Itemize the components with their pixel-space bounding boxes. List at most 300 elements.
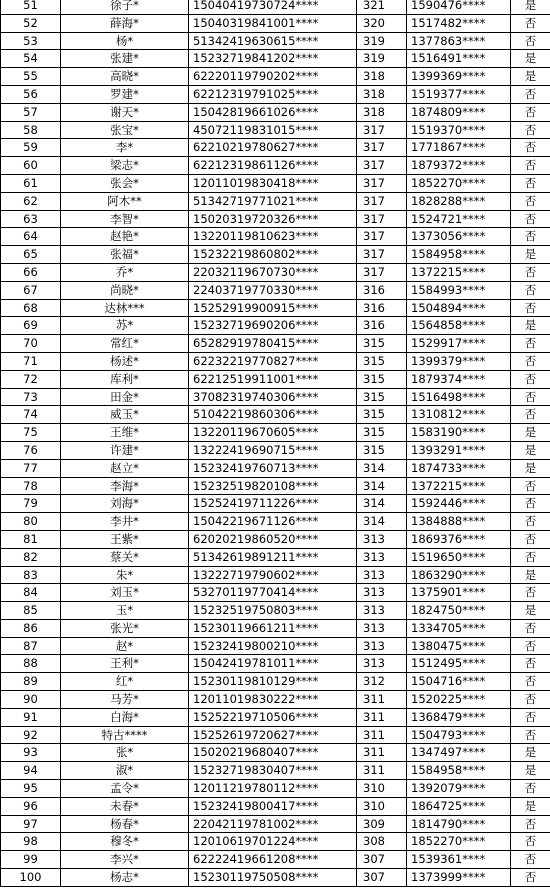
- table-row: [1, 869, 550, 887]
- phone-cell: 1874809****: [407, 103, 511, 121]
- table-row: [1, 673, 550, 691]
- table-row: [1, 655, 550, 673]
- row-number: 87: [1, 637, 61, 655]
- id-number-cell: 15042419781011****: [189, 655, 357, 673]
- score-cell: 313: [357, 584, 407, 602]
- score-cell: 313: [357, 548, 407, 566]
- phone-cell: 1373999****: [407, 869, 511, 887]
- id-number-cell: 13220119670605****: [189, 424, 357, 442]
- score-cell: 317: [357, 263, 407, 281]
- score-cell: 315: [357, 370, 407, 388]
- table-row: [1, 459, 550, 477]
- table-row: [1, 744, 550, 762]
- table-row: [1, 441, 550, 459]
- phone-cell: 1524721****: [407, 210, 511, 228]
- status-cell: 否: [511, 335, 550, 353]
- row-number: 66: [1, 263, 61, 281]
- status-cell: 否: [511, 513, 550, 531]
- id-number-cell: 15232719841202****: [189, 50, 357, 68]
- row-number: 76: [1, 441, 61, 459]
- status-cell: 否: [511, 548, 550, 566]
- row-number: 65: [1, 246, 61, 264]
- id-number-cell: 15040319841001****: [189, 14, 357, 32]
- phone-cell: 1384888****: [407, 513, 511, 531]
- row-number: 79: [1, 495, 61, 513]
- table-row: [1, 708, 550, 726]
- status-cell: 是: [511, 317, 550, 335]
- status-cell: 否: [511, 210, 550, 228]
- status-cell: 是: [511, 602, 550, 620]
- phone-cell: 1863290****: [407, 566, 511, 584]
- score-cell: 313: [357, 637, 407, 655]
- status-cell: 否: [511, 299, 550, 317]
- name-cell: 刘海*: [61, 495, 189, 513]
- id-number-cell: 62232219770827****: [189, 352, 357, 370]
- row-number: 55: [1, 68, 61, 86]
- name-cell: 杨*: [61, 32, 189, 50]
- name-cell: 赵*: [61, 637, 189, 655]
- status-cell: 否: [511, 388, 550, 406]
- phone-cell: 1372215****: [407, 477, 511, 495]
- name-cell: 张*: [61, 744, 189, 762]
- score-cell: 311: [357, 762, 407, 780]
- status-cell: 是: [511, 0, 550, 14]
- id-number-cell: 51042219860306****: [189, 406, 357, 424]
- table-row: [1, 513, 550, 531]
- status-cell: 否: [511, 780, 550, 798]
- score-cell: 318: [357, 85, 407, 103]
- status-cell: 是: [511, 246, 550, 264]
- row-number: 70: [1, 335, 61, 353]
- phone-cell: 1372215****: [407, 263, 511, 281]
- status-cell: 是: [511, 68, 550, 86]
- phone-cell: 1828288****: [407, 192, 511, 210]
- score-cell: 314: [357, 459, 407, 477]
- id-number-cell: 62212319791025****: [189, 85, 357, 103]
- id-number-cell: 15020319720326****: [189, 210, 357, 228]
- row-number: 74: [1, 406, 61, 424]
- id-number-cell: 51342719771021****: [189, 192, 357, 210]
- id-number-cell: 62212319861126****: [189, 157, 357, 175]
- id-number-cell: 22042119781002****: [189, 815, 357, 833]
- score-cell: 315: [357, 352, 407, 370]
- phone-cell: 1539361****: [407, 851, 511, 869]
- id-number-cell: 15232419800417****: [189, 797, 357, 815]
- table-row: [1, 424, 550, 442]
- table-row: [1, 157, 550, 175]
- status-cell: 否: [511, 726, 550, 744]
- phone-cell: 1516498****: [407, 388, 511, 406]
- phone-cell: 1852270****: [407, 833, 511, 851]
- name-cell: 许建*: [61, 441, 189, 459]
- id-number-cell: 12011219780112****: [189, 780, 357, 798]
- status-cell: 否: [511, 139, 550, 157]
- status-cell: 否: [511, 174, 550, 192]
- row-number: 88: [1, 655, 61, 673]
- status-cell: 否: [511, 103, 550, 121]
- id-number-cell: 15230119750508****: [189, 869, 357, 887]
- score-cell: 309: [357, 815, 407, 833]
- score-cell: 314: [357, 495, 407, 513]
- row-number: 54: [1, 50, 61, 68]
- score-cell: 312: [357, 673, 407, 691]
- table-row: [1, 833, 550, 851]
- phone-cell: 1504894****: [407, 299, 511, 317]
- name-cell: 未春*: [61, 797, 189, 815]
- status-cell: 否: [511, 637, 550, 655]
- score-cell: 321: [357, 0, 407, 14]
- id-number-cell: 62220119790202****: [189, 68, 357, 86]
- status-cell: 否: [511, 655, 550, 673]
- table-row: [1, 263, 550, 281]
- row-number: 51: [1, 0, 61, 14]
- score-cell: 316: [357, 317, 407, 335]
- row-number: 61: [1, 174, 61, 192]
- row-number: 77: [1, 459, 61, 477]
- name-cell: 罗建*: [61, 85, 189, 103]
- phone-cell: 1310812****: [407, 406, 511, 424]
- status-cell: 否: [511, 32, 550, 50]
- table-row: [1, 406, 550, 424]
- table-row: [1, 317, 550, 335]
- name-cell: 王紫*: [61, 530, 189, 548]
- status-cell: 是: [511, 441, 550, 459]
- phone-cell: 1584993****: [407, 281, 511, 299]
- phone-cell: 1564858****: [407, 317, 511, 335]
- score-cell: 317: [357, 139, 407, 157]
- table-row: [1, 335, 550, 353]
- score-cell: 315: [357, 441, 407, 459]
- table-row: [1, 602, 550, 620]
- row-number: 64: [1, 228, 61, 246]
- id-number-cell: 22032119670730****: [189, 263, 357, 281]
- name-cell: 朱*: [61, 566, 189, 584]
- name-cell: 马芳*: [61, 691, 189, 709]
- id-number-cell: 62222419661208****: [189, 851, 357, 869]
- status-cell: 否: [511, 815, 550, 833]
- id-number-cell: 62212519911001****: [189, 370, 357, 388]
- row-number: 59: [1, 139, 61, 157]
- name-cell: 苏*: [61, 317, 189, 335]
- status-cell: 否: [511, 530, 550, 548]
- table-row: [1, 352, 550, 370]
- status-cell: 否: [511, 157, 550, 175]
- id-number-cell: 51342419630615****: [189, 32, 357, 50]
- row-number: 68: [1, 299, 61, 317]
- score-cell: 311: [357, 708, 407, 726]
- row-number: 99: [1, 851, 61, 869]
- score-cell: 315: [357, 388, 407, 406]
- name-cell: 达林***: [61, 299, 189, 317]
- score-cell: 317: [357, 210, 407, 228]
- name-cell: 杨志*: [61, 869, 189, 887]
- name-cell: 王维*: [61, 424, 189, 442]
- row-number: 71: [1, 352, 61, 370]
- status-cell: 是: [511, 797, 550, 815]
- row-number: 98: [1, 833, 61, 851]
- status-cell: 否: [511, 584, 550, 602]
- status-cell: 否: [511, 121, 550, 139]
- table-row: [1, 121, 550, 139]
- row-number: 57: [1, 103, 61, 121]
- name-cell: 杨述*: [61, 352, 189, 370]
- score-cell: 310: [357, 780, 407, 798]
- status-cell: 否: [511, 281, 550, 299]
- score-cell: 317: [357, 157, 407, 175]
- id-number-cell: 12010619701224****: [189, 833, 357, 851]
- table-row: [1, 548, 550, 566]
- table-row: [1, 103, 550, 121]
- name-cell: 张福*: [61, 246, 189, 264]
- name-cell: 尚晓*: [61, 281, 189, 299]
- score-cell: 316: [357, 299, 407, 317]
- status-cell: 否: [511, 228, 550, 246]
- row-number: 53: [1, 32, 61, 50]
- table-row: [1, 210, 550, 228]
- status-cell: 否: [511, 869, 550, 887]
- score-cell: 314: [357, 513, 407, 531]
- name-cell: 李智*: [61, 210, 189, 228]
- name-cell: 杨春*: [61, 815, 189, 833]
- status-cell: 是: [511, 744, 550, 762]
- score-cell: 315: [357, 406, 407, 424]
- table-row: [1, 637, 550, 655]
- id-number-cell: 15252619720627****: [189, 726, 357, 744]
- table-row: [1, 370, 550, 388]
- name-cell: 穆冬*: [61, 833, 189, 851]
- id-number-cell: 37082319740306****: [189, 388, 357, 406]
- status-cell: 否: [511, 851, 550, 869]
- id-number-cell: 15230119661211****: [189, 619, 357, 637]
- phone-cell: 1375901****: [407, 584, 511, 602]
- name-cell: 孟令*: [61, 780, 189, 798]
- score-cell: 317: [357, 228, 407, 246]
- status-cell: 否: [511, 192, 550, 210]
- phone-cell: 1399379****: [407, 352, 511, 370]
- row-number: 60: [1, 157, 61, 175]
- table-row: [1, 281, 550, 299]
- score-cell: 320: [357, 14, 407, 32]
- score-cell: 315: [357, 335, 407, 353]
- row-number: 89: [1, 673, 61, 691]
- name-cell: 红*: [61, 673, 189, 691]
- phone-cell: 1392079****: [407, 780, 511, 798]
- score-cell: 313: [357, 619, 407, 637]
- id-number-cell: 15232419800210****: [189, 637, 357, 655]
- row-number: 63: [1, 210, 61, 228]
- row-number: 90: [1, 691, 61, 709]
- row-number: 93: [1, 744, 61, 762]
- name-cell: 李井*: [61, 513, 189, 531]
- score-cell: 311: [357, 691, 407, 709]
- row-number: 96: [1, 797, 61, 815]
- name-cell: 库利*: [61, 370, 189, 388]
- phone-cell: 1520225****: [407, 691, 511, 709]
- id-number-cell: 12011019830222****: [189, 691, 357, 709]
- status-cell: 是: [511, 424, 550, 442]
- status-cell: 否: [511, 370, 550, 388]
- name-cell: 蔡关*: [61, 548, 189, 566]
- score-cell: 319: [357, 50, 407, 68]
- table-row: [1, 0, 550, 14]
- id-number-cell: 62210219780627****: [189, 139, 357, 157]
- table-row: [1, 691, 550, 709]
- table-row: [1, 851, 550, 869]
- status-cell: 否: [511, 263, 550, 281]
- table-row: [1, 797, 550, 815]
- name-cell: 阿木**: [61, 192, 189, 210]
- status-cell: 否: [511, 85, 550, 103]
- table-row: [1, 780, 550, 798]
- row-number: 92: [1, 726, 61, 744]
- table-row: [1, 815, 550, 833]
- id-number-cell: 13222719790602****: [189, 566, 357, 584]
- score-cell: 313: [357, 602, 407, 620]
- id-number-cell: 15232519820108****: [189, 477, 357, 495]
- table-row: [1, 174, 550, 192]
- phone-cell: 1879372****: [407, 157, 511, 175]
- name-cell: 张会*: [61, 174, 189, 192]
- score-cell: 313: [357, 530, 407, 548]
- phone-cell: 1334705****: [407, 619, 511, 637]
- row-number: 86: [1, 619, 61, 637]
- name-cell: 张建*: [61, 50, 189, 68]
- name-cell: 张光*: [61, 619, 189, 637]
- row-number: 72: [1, 370, 61, 388]
- status-cell: 否: [511, 673, 550, 691]
- id-number-cell: 13222419690715****: [189, 441, 357, 459]
- row-number: 62: [1, 192, 61, 210]
- score-cell: 319: [357, 32, 407, 50]
- row-number: 73: [1, 388, 61, 406]
- phone-cell: 1517482****: [407, 14, 511, 32]
- table-row: [1, 68, 550, 86]
- name-cell: 梁志*: [61, 157, 189, 175]
- status-cell: 否: [511, 691, 550, 709]
- id-number-cell: 51342619891211****: [189, 548, 357, 566]
- id-number-cell: 15232719830407****: [189, 762, 357, 780]
- phone-cell: 1852270****: [407, 174, 511, 192]
- table-row: [1, 566, 550, 584]
- name-cell: 威玉*: [61, 406, 189, 424]
- status-cell: 否: [511, 708, 550, 726]
- row-number: 56: [1, 85, 61, 103]
- status-cell: 是: [511, 566, 550, 584]
- status-cell: 是: [511, 762, 550, 780]
- phone-cell: 1368479****: [407, 708, 511, 726]
- phone-cell: 1583190****: [407, 424, 511, 442]
- row-number: 75: [1, 424, 61, 442]
- name-cell: 赵艳*: [61, 228, 189, 246]
- id-number-cell: 15230119810129****: [189, 673, 357, 691]
- score-cell: 317: [357, 192, 407, 210]
- row-number: 81: [1, 530, 61, 548]
- name-cell: 淑*: [61, 762, 189, 780]
- row-number: 95: [1, 780, 61, 798]
- id-number-cell: 15040419730724****: [189, 0, 357, 14]
- id-number-cell: 15232519750803****: [189, 602, 357, 620]
- table-row: [1, 530, 550, 548]
- phone-cell: 1584958****: [407, 246, 511, 264]
- score-cell: 318: [357, 68, 407, 86]
- phone-cell: 1771867****: [407, 139, 511, 157]
- name-cell: 高晓*: [61, 68, 189, 86]
- id-number-cell: 15252219710506****: [189, 708, 357, 726]
- table-row: [1, 192, 550, 210]
- status-cell: 否: [511, 495, 550, 513]
- id-number-cell: 15232219860802****: [189, 246, 357, 264]
- status-cell: 否: [511, 352, 550, 370]
- row-number: 100: [1, 869, 61, 887]
- id-number-cell: 15232719690206****: [189, 317, 357, 335]
- id-number-cell: 15232419760713****: [189, 459, 357, 477]
- phone-cell: 1814790****: [407, 815, 511, 833]
- score-cell: 307: [357, 869, 407, 887]
- row-number: 94: [1, 762, 61, 780]
- row-number: 84: [1, 584, 61, 602]
- table-row: [1, 726, 550, 744]
- name-cell: 刘玉*: [61, 584, 189, 602]
- name-cell: 田金*: [61, 388, 189, 406]
- phone-cell: 1519650****: [407, 548, 511, 566]
- status-cell: 否: [511, 833, 550, 851]
- name-cell: 张宝*: [61, 121, 189, 139]
- name-cell: 白海*: [61, 708, 189, 726]
- status-cell: 否: [511, 406, 550, 424]
- row-number: 80: [1, 513, 61, 531]
- phone-cell: 1864725****: [407, 797, 511, 815]
- table-row: [1, 246, 550, 264]
- score-cell: 316: [357, 281, 407, 299]
- score-cell: 317: [357, 121, 407, 139]
- score-cell: 311: [357, 744, 407, 762]
- id-number-cell: 15252919900915****: [189, 299, 357, 317]
- table-row: [1, 85, 550, 103]
- table-row: [1, 619, 550, 637]
- row-number: 97: [1, 815, 61, 833]
- score-cell: 317: [357, 246, 407, 264]
- table-row: [1, 762, 550, 780]
- id-number-cell: 12011019830418****: [189, 174, 357, 192]
- name-cell: 玉*: [61, 602, 189, 620]
- name-cell: 王利*: [61, 655, 189, 673]
- phone-cell: 1519377****: [407, 85, 511, 103]
- row-number: 78: [1, 477, 61, 495]
- name-cell: 李*: [61, 139, 189, 157]
- name-cell: 赵立*: [61, 459, 189, 477]
- phone-cell: 1373056****: [407, 228, 511, 246]
- row-number: 83: [1, 566, 61, 584]
- table-row: [1, 495, 550, 513]
- id-number-cell: 15252419711226****: [189, 495, 357, 513]
- row-number: 85: [1, 602, 61, 620]
- status-cell: 是: [511, 50, 550, 68]
- status-cell: 否: [511, 619, 550, 637]
- phone-cell: 1590476****: [407, 0, 511, 14]
- name-cell: 乔*: [61, 263, 189, 281]
- phone-cell: 1512495****: [407, 655, 511, 673]
- table-row: [1, 299, 550, 317]
- score-cell: 314: [357, 477, 407, 495]
- score-cell: 317: [357, 174, 407, 192]
- name-cell: 徐子*: [61, 0, 189, 14]
- phone-cell: 1592446****: [407, 495, 511, 513]
- score-cell: 311: [357, 726, 407, 744]
- phone-cell: 1380475****: [407, 637, 511, 655]
- status-cell: 否: [511, 14, 550, 32]
- id-number-cell: 62020219860520****: [189, 530, 357, 548]
- id-number-cell: 15020219680407****: [189, 744, 357, 762]
